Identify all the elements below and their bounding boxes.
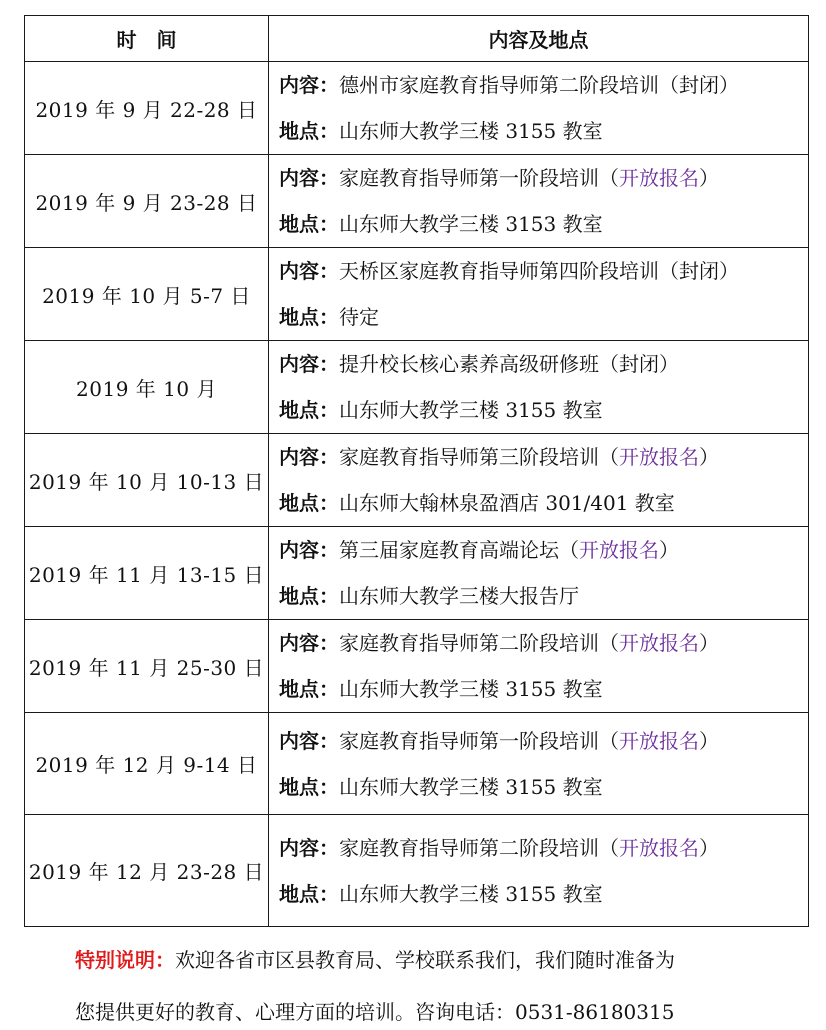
content-line: [279, 155, 808, 201]
location-label: 地点：: [279, 119, 339, 143]
location-line: [279, 387, 808, 433]
table-row: [25, 155, 809, 248]
location-label: 地点：: [279, 305, 339, 329]
content-line: [279, 341, 808, 387]
content-label: 内容：: [279, 728, 339, 753]
row-details: [269, 815, 809, 927]
content-text: 家庭教育指导师第一阶段培训（: [339, 728, 619, 753]
location-text: 山东师大教学三楼 3155 教室: [339, 398, 603, 422]
row-time: 2019 年 10 月 5-7 日: [25, 248, 269, 341]
content-line: [279, 248, 808, 294]
content-close-paren: ）: [699, 445, 719, 469]
location-text: 山东师大教学三楼 3155 教室: [339, 774, 603, 799]
special-note-text-1: 欢迎各省市区县教育局、学校联系我们，我们随时准备为: [175, 948, 675, 972]
content-line: [279, 620, 808, 666]
location-text: 待定: [339, 305, 379, 329]
location-label: 地点：: [279, 677, 339, 701]
content-close-paren: ）: [699, 835, 719, 860]
location-line: [279, 480, 808, 526]
header-details: 内容及地点: [269, 16, 809, 62]
table-row: [25, 434, 809, 527]
content-line: [279, 527, 808, 573]
content-label: 内容：: [279, 73, 339, 97]
location-line: [279, 294, 808, 340]
content-close-paren: ）: [659, 538, 679, 562]
location-label: 地点：: [279, 584, 339, 608]
location-label: 地点：: [279, 491, 339, 515]
open-registration-tag: 开放报名: [619, 835, 699, 860]
content-text: 家庭教育指导师第三阶段培训（: [339, 445, 619, 469]
special-note-line-1: [75, 944, 675, 973]
location-label: 地点：: [279, 212, 339, 236]
row-time: 2019 年 9 月 22-28 日: [25, 62, 269, 155]
location-line: [279, 764, 808, 810]
table-row: [25, 620, 809, 713]
open-registration-tag: 开放报名: [619, 728, 699, 753]
row-time: 2019 年 10 月: [25, 341, 269, 434]
row-details: [269, 155, 809, 248]
content-text: 天桥区家庭教育指导师第四阶段培训（封闭）: [339, 259, 739, 283]
location-text: 山东师大教学三楼 3155 教室: [339, 881, 603, 906]
content-text: 德州市家庭教育指导师第二阶段培训（封闭）: [339, 73, 739, 97]
location-line: [279, 666, 808, 712]
row-details: [269, 713, 809, 815]
open-registration-tag: 开放报名: [619, 445, 699, 469]
table-row: [25, 713, 809, 815]
table-row: [25, 248, 809, 341]
open-registration-tag: 开放报名: [619, 631, 699, 655]
row-details: [269, 341, 809, 434]
row-details: [269, 527, 809, 620]
content-label: 内容：: [279, 166, 339, 190]
special-note-text-2: 您提供更好的教育、心理方面的培训。咨询电话：0531-86180315: [75, 1000, 675, 1024]
table-body: [25, 62, 809, 927]
table-row: [25, 527, 809, 620]
content-text: 家庭教育指导师第二阶段培训（: [339, 631, 619, 655]
table-row: [25, 341, 809, 434]
content-label: 内容：: [279, 835, 339, 860]
location-line: [279, 201, 808, 247]
content-line: [279, 62, 808, 108]
row-time: 2019 年 12 月 23-28 日: [25, 815, 269, 927]
special-note-line-2: [75, 996, 674, 1025]
location-line: [279, 108, 808, 154]
location-label: 地点：: [279, 774, 339, 799]
location-text: 山东师大翰林泉盈酒店 301/401 教室: [339, 491, 675, 515]
row-time: 2019 年 9 月 23-28 日: [25, 155, 269, 248]
content-text: 提升校长核心素养高级研修班（封闭）: [339, 352, 679, 376]
content-label: 内容：: [279, 259, 339, 283]
content-line: [279, 825, 808, 871]
schedule-table: [24, 15, 809, 927]
open-registration-tag: 开放报名: [579, 538, 659, 562]
content-label: 内容：: [279, 631, 339, 655]
row-details: [269, 620, 809, 713]
content-line: [279, 718, 808, 764]
location-label: 地点：: [279, 881, 339, 906]
content-label: 内容：: [279, 445, 339, 469]
row-time: 2019 年 11 月 13-15 日: [25, 527, 269, 620]
content-line: [279, 434, 808, 480]
location-line: [279, 573, 808, 619]
location-text: 山东师大教学三楼大报告厅: [339, 584, 579, 608]
row-details: [269, 248, 809, 341]
content-close-paren: ）: [699, 728, 719, 753]
content-text: 家庭教育指导师第一阶段培训（: [339, 166, 619, 190]
location-label: 地点：: [279, 398, 339, 422]
table-row: [25, 62, 809, 155]
content-text: 家庭教育指导师第二阶段培训（: [339, 835, 619, 860]
row-details: [269, 62, 809, 155]
content-close-paren: ）: [699, 631, 719, 655]
table-header-row: [25, 16, 809, 62]
content-label: 内容：: [279, 352, 339, 376]
row-details: [269, 434, 809, 527]
content-close-paren: ）: [699, 166, 719, 190]
location-text: 山东师大教学三楼 3155 教室: [339, 677, 603, 701]
content-label: 内容：: [279, 538, 339, 562]
row-time: 2019 年 12 月 9-14 日: [25, 713, 269, 815]
row-time: 2019 年 10 月 10-13 日: [25, 434, 269, 527]
location-text: 山东师大教学三楼 3153 教室: [339, 212, 603, 236]
special-note-label: 特别说明：: [75, 948, 175, 972]
header-time: 时 间: [25, 16, 269, 62]
content-text: 第三届家庭教育高端论坛（: [339, 538, 579, 562]
open-registration-tag: 开放报名: [619, 166, 699, 190]
table-row: [25, 815, 809, 927]
location-text: 山东师大教学三楼 3155 教室: [339, 119, 603, 143]
row-time: 2019 年 11 月 25-30 日: [25, 620, 269, 713]
location-line: [279, 871, 808, 917]
